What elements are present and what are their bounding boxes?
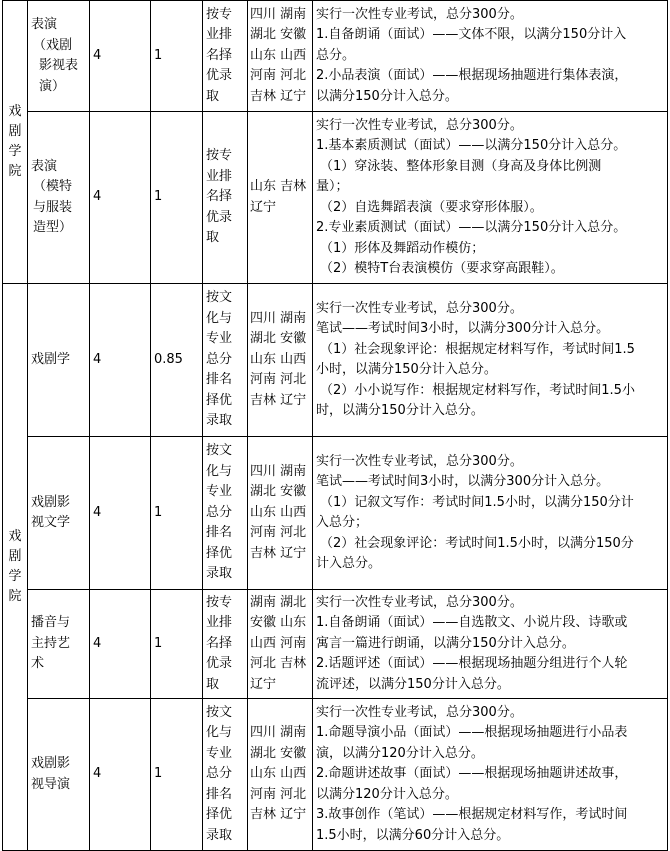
major-cell — [28, 1, 90, 112]
coefficient-cell: 1 — [151, 437, 203, 590]
description-line: 流评述，以满分150分计入总分。 — [316, 676, 510, 692]
rule-line: 排名 — [206, 786, 233, 802]
province-line: 山东 山西 — [250, 766, 307, 782]
province-line: 吉林 辽宁 — [250, 392, 307, 408]
description-line: （1）记叙文写作：考试时间1.5小时，以满分150分计 — [320, 494, 634, 510]
description-line: 寓言一篇进行朗诵，以满分150分计入总分。 — [316, 635, 575, 651]
description-line: 2.小品表演（面试）——根据现场抽题进行集体表演， — [316, 68, 628, 84]
province-line: 河北 吉林 — [250, 656, 307, 672]
rule-line: 优录 — [206, 68, 233, 84]
description-cell — [313, 112, 668, 284]
description-line: 总分。 — [316, 47, 356, 63]
rule-line: 总分 — [206, 351, 233, 367]
rule-line: 取 — [206, 676, 220, 692]
major-line: 影视表 — [39, 58, 79, 73]
description-line: 小时，以满分150分计入总分。 — [316, 362, 497, 377]
rule-cell — [203, 437, 248, 590]
years-cell: 4 — [90, 112, 151, 284]
admissions-table — [2, 0, 668, 851]
description-line: 1.命题导演小品（面试）——根据现场抽题进行小品表 — [316, 725, 628, 741]
provinces-cell — [248, 699, 313, 851]
province-line: 山东 山西 — [250, 504, 307, 520]
major-line: 术 — [31, 656, 45, 672]
major-line: 表演 — [31, 17, 58, 32]
province-line: 山西 河南 — [250, 635, 307, 651]
description-cell — [313, 590, 668, 699]
major-cell — [28, 112, 90, 284]
coefficient-cell: 1 — [151, 590, 203, 699]
province-line: 四川 湖南 — [250, 463, 307, 479]
description-line: 量）； — [316, 179, 349, 194]
province-line: 吉林 辽宁 — [250, 545, 307, 561]
description-line: 实行一次性专业考试，总分300分。 — [316, 594, 523, 610]
description-line: 1.5小时，以满分60分计入总分。 — [316, 827, 510, 843]
provinces-cell — [248, 112, 313, 284]
province-line: 四川 湖南 — [250, 6, 307, 22]
rule-line: 业排 — [206, 168, 233, 184]
major-line: 与服装 — [33, 199, 73, 215]
province-line: 河南 河北 — [250, 68, 307, 84]
province-line: 四川 湖南 — [250, 725, 307, 741]
rule-line: 按文 — [206, 443, 233, 459]
major-line: （戏剧 — [33, 37, 73, 53]
major-cell — [28, 284, 90, 437]
rule-cell — [203, 590, 248, 699]
major-line: 演） — [39, 78, 66, 94]
major-cell — [28, 437, 90, 590]
province-line: 四川 湖南 — [250, 310, 307, 326]
description-line: 时，以满分150分计入总分。 — [316, 403, 484, 418]
rule-line: 按专 — [206, 148, 233, 164]
description-line: 实行一次性专业考试，总分300分。 — [316, 6, 523, 22]
major-line: 造型） — [33, 220, 73, 235]
rule-line: 按专 — [206, 594, 233, 610]
province-line: 湖南 湖北 — [250, 594, 307, 610]
province-line: 山东 山西 — [250, 47, 307, 63]
years-cell: 4 — [90, 699, 151, 851]
rule-line: 业排 — [206, 615, 233, 631]
description-line: 笔试——考试时间3小时，以满分300分计入总分。 — [316, 321, 610, 336]
rule-line: 化与 — [206, 310, 233, 326]
rule-cell — [203, 1, 248, 112]
rule-line: 录取 — [206, 413, 233, 429]
description-line: （2）模特T台表演模仿（要求穿高跟鞋）。 — [320, 261, 564, 276]
table-row — [3, 1, 668, 112]
coefficient-cell: 0.85 — [151, 284, 203, 437]
rule-line: 专业 — [206, 484, 233, 500]
college-cell — [3, 1, 28, 284]
province-line: 辽宁 — [250, 199, 277, 215]
rule-line: 排名 — [206, 372, 233, 388]
description-line: 演，以满分120分计入总分。 — [316, 745, 484, 761]
major-line: （模特 — [33, 179, 73, 194]
rule-line: 优录 — [206, 656, 233, 672]
description-line: （1）形体及舞蹈动作模仿； — [320, 240, 485, 256]
rule-line: 择优 — [206, 807, 233, 823]
major-line: 戏剧学 — [31, 351, 71, 367]
rule-line: 业排 — [206, 27, 233, 43]
rule-line: 取 — [206, 230, 220, 246]
rule-line: 排名 — [206, 525, 233, 541]
rule-line: 化与 — [206, 725, 233, 741]
description-line: （2）社会现象评论：考试时间1.5小时，以满分150分 — [320, 535, 634, 551]
rule-line: 优录 — [206, 209, 233, 225]
years-cell: 4 — [90, 284, 151, 437]
rule-line: 录取 — [206, 566, 233, 582]
province-line: 河南 河北 — [250, 525, 307, 541]
rule-line: 化与 — [206, 463, 233, 479]
table-row — [3, 112, 668, 284]
description-line: （1）社会现象评论：根据规定材料写作，考试时间1.5 — [320, 341, 635, 357]
description-line: 2.命题讲述故事（面试）——根据现场抽题讲述故事， — [316, 766, 628, 782]
rule-line: 按文 — [206, 704, 233, 720]
description-line: 2.专业素质测试（面试）——以满分150分计入总分。 — [316, 220, 627, 235]
rule-cell — [203, 699, 248, 851]
rule-line: 名择 — [206, 635, 233, 651]
description-cell — [313, 1, 668, 112]
college-name: 戏剧学院 — [8, 529, 22, 604]
college-cell — [3, 284, 28, 851]
provinces-cell — [248, 1, 313, 112]
rule-line: 择优 — [206, 545, 233, 561]
province-line: 吉林 辽宁 — [250, 807, 307, 823]
description-line: 2.话题评述（面试）——根据现场抽题分组进行个人轮 — [316, 656, 628, 672]
major-line: 视导演 — [31, 776, 71, 792]
rule-line: 录取 — [206, 827, 233, 843]
province-line: 辽宁 — [250, 676, 277, 692]
rule-line: 名择 — [206, 189, 233, 205]
description-cell — [313, 284, 668, 437]
description-line: 笔试——考试时间3小时，以满分300分计入总分。 — [316, 474, 610, 489]
provinces-cell — [248, 284, 313, 437]
coefficient-cell: 1 — [151, 112, 203, 284]
province-line: 河南 河北 — [250, 372, 307, 388]
province-line: 安徽 山东 — [250, 615, 307, 631]
description-line: （1）穿泳装、整体形象目测（身高及身体比例测 — [320, 158, 602, 174]
table-row — [3, 284, 668, 437]
rule-cell — [203, 284, 248, 437]
description-line: 实行一次性专业考试，总分300分。 — [316, 453, 523, 469]
description-line: 以满分120分计入总分。 — [316, 786, 458, 802]
description-line: 实行一次性专业考试，总分300分。 — [316, 704, 523, 720]
major-cell — [28, 699, 90, 851]
rule-line: 按文 — [206, 290, 233, 306]
major-cell — [28, 590, 90, 699]
rule-line: 总分 — [206, 504, 233, 520]
rule-line: 按专 — [206, 6, 233, 22]
coefficient-cell: 1 — [151, 1, 203, 112]
description-line: 入总分； — [316, 515, 369, 530]
years-cell: 4 — [90, 590, 151, 699]
province-line: 吉林 辽宁 — [250, 88, 307, 104]
rule-line: 取 — [206, 88, 220, 104]
province-line: 湖北 安徽 — [250, 331, 307, 347]
major-line: 主持艺 — [31, 635, 71, 651]
rule-line: 专业 — [206, 331, 233, 347]
description-line: （2）小小说写作：根据规定材料写作，考试时间1.5小 — [320, 382, 635, 398]
major-line: 戏剧影 — [31, 494, 71, 510]
major-line: 播音与 — [31, 615, 71, 631]
rule-line: 总分 — [206, 766, 233, 782]
province-line: 山东 山西 — [250, 351, 307, 367]
major-line: 表演 — [31, 158, 58, 174]
province-line: 山东 吉林 — [250, 179, 307, 194]
table-row — [3, 590, 668, 699]
description-line: 计入总分。 — [316, 556, 382, 571]
description-line: 1.自备朗诵（面试）——文体不限，以满分150分计入 — [316, 27, 627, 43]
description-line: 实行一次性专业考试，总分300分。 — [316, 300, 523, 316]
major-line: 戏剧影 — [31, 756, 71, 771]
provinces-cell — [248, 590, 313, 699]
province-line: 湖北 安徽 — [250, 27, 307, 43]
description-line: 3.故事创作（笔试）——根据规定材料写作，考试时间 — [316, 807, 628, 823]
province-line: 湖北 安徽 — [250, 745, 307, 761]
college-name: 戏剧学院 — [8, 104, 22, 179]
description-line: 以满分150分计入总分。 — [316, 88, 458, 104]
years-cell: 4 — [90, 1, 151, 112]
rule-line: 专业 — [206, 745, 233, 761]
major-line: 视文学 — [31, 515, 71, 530]
description-line: （2）自选舞蹈表演（要求穿形体服）。 — [320, 199, 543, 215]
province-line: 河南 河北 — [250, 786, 307, 802]
description-cell — [313, 437, 668, 590]
description-cell — [313, 699, 668, 851]
description-line: 实行一次性专业考试，总分300分。 — [316, 117, 523, 133]
coefficient-cell: 1 — [151, 699, 203, 851]
description-line: 1.自备朗诵（面试）——自选散文、小说片段、诗歌或 — [316, 615, 628, 631]
rule-line: 名择 — [206, 47, 233, 63]
provinces-cell — [248, 437, 313, 590]
years-cell: 4 — [90, 437, 151, 590]
table-row — [3, 437, 668, 590]
description-line: 1.基本素质测试（面试）——以满分150分计入总分。 — [316, 138, 627, 153]
rule-line: 择优 — [206, 392, 233, 408]
rule-cell — [203, 112, 248, 284]
table-row — [3, 699, 668, 851]
province-line: 湖北 安徽 — [250, 484, 307, 500]
